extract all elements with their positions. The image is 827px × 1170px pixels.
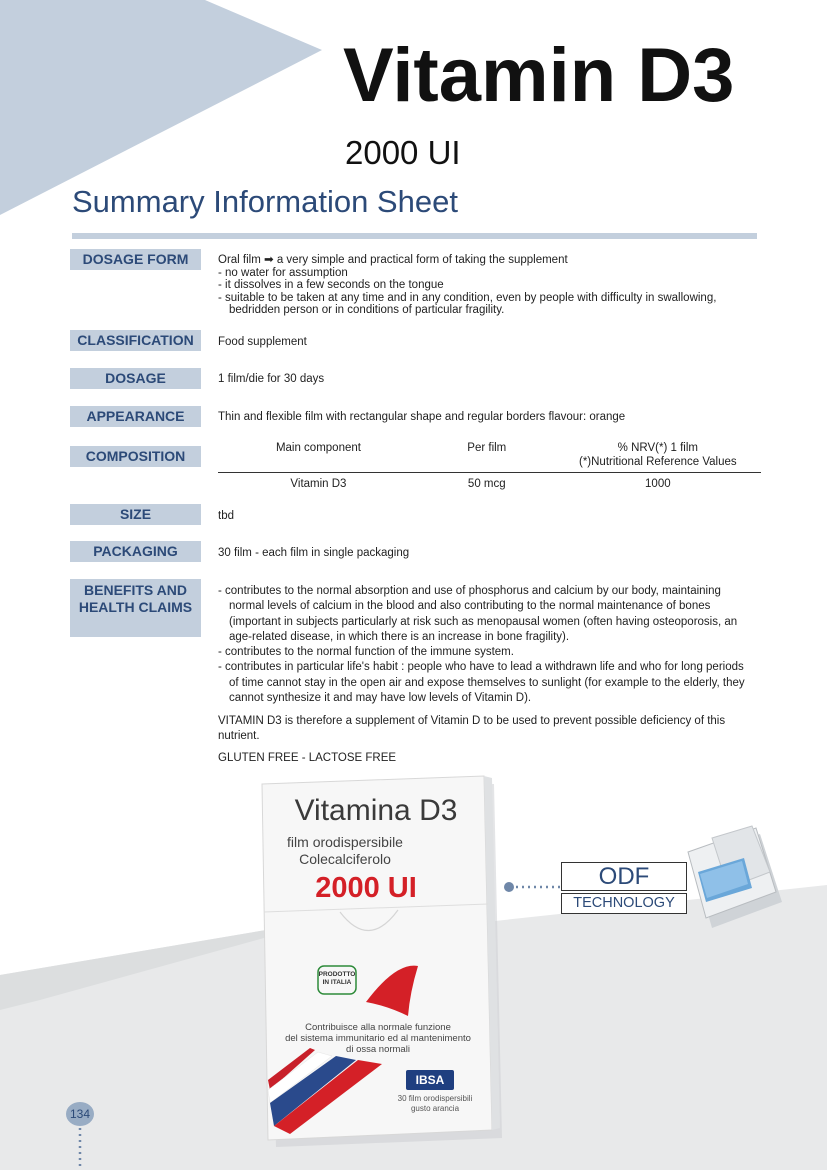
dosage-form-intro: Oral film ➡ a very simple and practical form of taking the supplement [218, 254, 568, 266]
benefits-bullet: - contributes to the normal function of the immune system. [218, 646, 514, 659]
dosage-value: 1 film/die for 30 days [218, 373, 325, 385]
box-maker: IBSA [415, 1073, 445, 1087]
dosage-form-bullet: - it dissolves in a few seconds on the tongue [218, 279, 444, 291]
col-nrv-label: % NRV(*) 1 film [617, 442, 698, 454]
col-nrv-note: (*)Nutritional Reference Values [578, 456, 737, 468]
box-footer-line1: 30 film orodispersibili [397, 1094, 473, 1103]
sheet-title: Summary Information Sheet [72, 184, 458, 219]
classification-value: Food supplement [218, 336, 307, 348]
title-rule [72, 233, 757, 239]
box-dose: 2000 UI [315, 872, 417, 904]
odf-label [561, 862, 687, 914]
col-per-film: Per film [419, 440, 555, 473]
packaging-value: 30 film - each film in single packaging [218, 547, 410, 559]
appearance-value: Thin and flexible film with rectangular shape and regular borders flavour: orange [218, 411, 626, 423]
box-line3: Colecalciferolo [299, 851, 391, 867]
cell-nrv: 1000 [645, 478, 671, 490]
box-badge-line2: IN ITALIA [322, 979, 352, 986]
page-title: Vitamin D3 [343, 33, 735, 118]
label-benefits [70, 579, 201, 637]
box-brand: Vitamina D3 [294, 794, 458, 827]
box-badge [318, 971, 356, 987]
table-header-row [218, 440, 761, 473]
label-benefits-line2: HEALTH CLAIMS [78, 599, 193, 615]
box-footer-line2: gusto arancia [410, 1104, 460, 1113]
label-packaging: PACKAGING [70, 541, 201, 562]
cell-per-film: 50 mcg [467, 478, 506, 490]
dosage-form-bullet: - no water for assumption [218, 266, 348, 279]
benefits-summary: VITAMIN D3 is therefore a supplement of Vitamin D to be used to prevent possible deficiency of this nutrient. [218, 715, 726, 743]
odf-title: ODF [561, 862, 687, 891]
label-composition: COMPOSITION [70, 446, 201, 467]
size-value: tbd [218, 510, 234, 522]
benefits-bullet: - contributes to the normal absorption and use of phosphorus and calcium by our body, maintaining normal levels of calcium in the blood and also contributing to the normal maintenance of bones (important in subjects particularly at risk such as menopausal women (often having osteoporosis, an age-related disease, in which there is an increase in bone fragility). [218, 585, 738, 643]
box-footer [380, 1094, 490, 1114]
label-dosage: DOSAGE [70, 368, 201, 389]
odf-connector [504, 882, 561, 892]
box-claim-line3: di ossa normali [346, 1044, 410, 1055]
box-claim-line1: Contribuisce alla normale funzione [305, 1022, 451, 1033]
box-claim [270, 1022, 486, 1055]
label-appearance: APPEARANCE [70, 406, 201, 427]
free-from: GLUTEN FREE - LACTOSE FREE [218, 752, 397, 764]
box-claim-line2: del sistema immunitario ed al mantenimento [285, 1033, 471, 1044]
corner-triangle [0, 0, 322, 215]
benefits-text [218, 584, 753, 706]
dosage-form-text [218, 254, 718, 317]
composition-table [218, 440, 761, 491]
odf-subtitle: TECHNOLOGY [561, 893, 687, 914]
dosage-form-bullet: - suitable to be taken at any time and in any condition, even by people with difficulty in swallowing, bedridden person or in conditions of particular fragility. [218, 291, 717, 316]
benefits-bullet: - contributes in particular life's habit : people who have to lead a withdrawn life and who for long periods of time cannot stay in the open air and expose themselves to sunlight (for example to the elderly, they cannot synthesize it and may have low levels of Vitamin D). [218, 661, 745, 705]
col-main-component: Main component [218, 440, 419, 473]
cell-component: Vitamin D3 [290, 478, 347, 490]
table-row [218, 473, 761, 492]
label-size: SIZE [70, 504, 201, 525]
label-classification: CLASSIFICATION [70, 330, 201, 351]
label-dosage-form: DOSAGE FORM [70, 249, 201, 270]
col-nrv [555, 440, 761, 473]
page-subtitle: 2000 UI [345, 134, 461, 171]
product-box-image [262, 776, 502, 1147]
label-benefits-line1: BENEFITS AND [84, 582, 187, 598]
page-number: 134 [66, 1102, 94, 1126]
box-badge-line1: PRODOTTO [318, 971, 356, 978]
box-line2: film orodispersibile [287, 834, 403, 850]
